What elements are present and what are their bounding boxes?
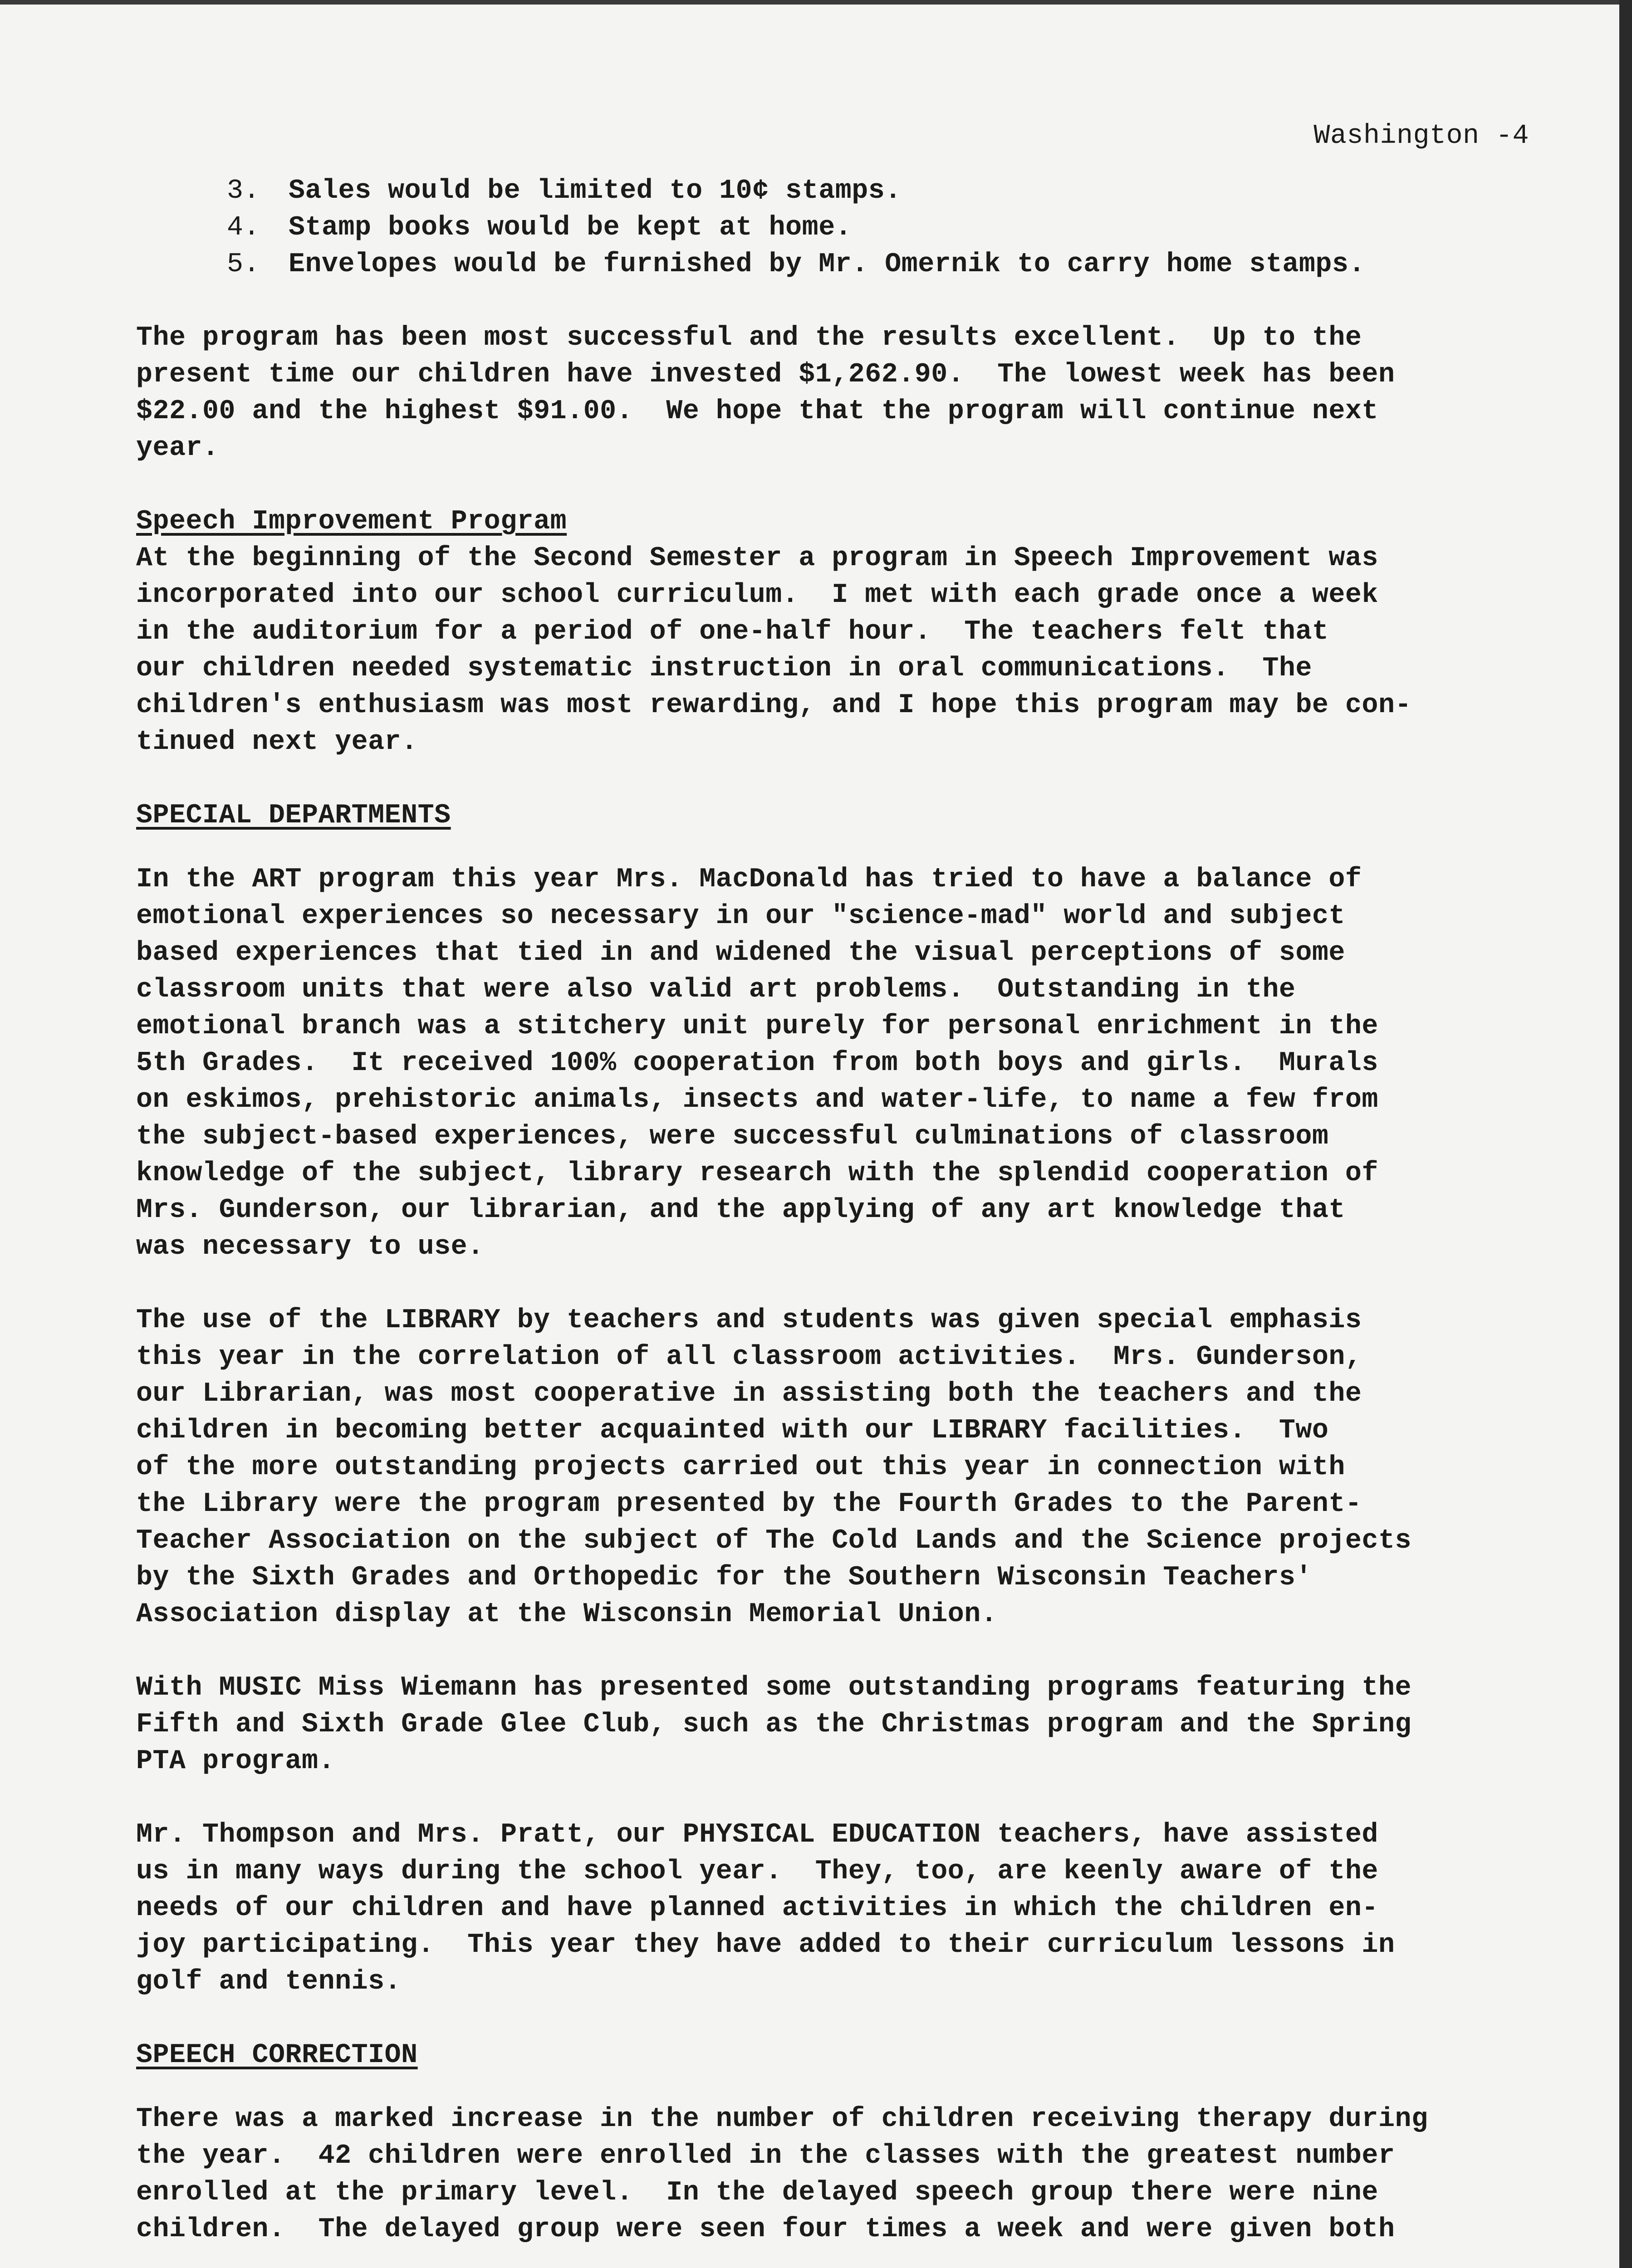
list-item [227, 210, 1543, 246]
music-paragraph: With MUSIC Miss Wiemann has presented some outstanding programs featuring the Fifth and Sixth Grade Glee Club, such as the Christmas program and the Spring PTA program. [136, 1672, 1411, 1777]
speech-improvement-paragraph: At the beginning of the Second Semester a program in Speech Improvement was incorporated into our school curriculum. I met with each grade once a week in the auditorium for a period of one-half hour. The teachers felt that our children needed systematic instruction in oral communications. The children's enthusiasm was most rewarding, and I hope this program may be con- tinued next year. [136, 543, 1411, 758]
library-paragraph: The use of the LIBRARY by teachers and students was given special emphasis this year in the correlation of all classroom activities. Mrs. Gunderson, our Librarian, was most cooperative in assisting both the teachers and the children in becoming better acquainted with our LIBRARY facilities. Two of the more outstanding projects carried out this year in connection with the Library were the program presented by the Fourth Grades to the Parent- Teacher Association on the subject of The Cold Lands and the Science projects by the Sixth Grades and Orthopedic for the Southern Wisconsin Teachers' Association display at the Wisconsin Memorial Union. [136, 1305, 1411, 1630]
document-body [136, 118, 1543, 2268]
list-item-number: 5. [227, 249, 260, 280]
speech-improvement-section [136, 503, 1543, 540]
speech-correction-paragraph: There was a marked increase in the number of children receiving therapy during the year. 42 children were enrolled in the classes with the greatest number enrolled at the primary level. In the delayed speech group there were nine children. The delayed group were seen four times a week and were given both [136, 2104, 1428, 2245]
list-item [227, 173, 1543, 210]
special-departments-section [136, 797, 1543, 834]
list-item-number: 4. [227, 212, 260, 243]
list-item [227, 246, 1543, 283]
scan-edge-right [1619, 0, 1632, 2268]
speech-correction-heading: SPEECH CORRECTION [136, 2040, 418, 2071]
stamp-program-paragraph: The program has been most successful and the results excellent. Up to the present time our children have invested $1,262.90. The lowest week has been $22.00 and the highest $91.00. We hope that the program will continue next year. [136, 323, 1395, 464]
scan-edge-top [0, 0, 1632, 5]
list-item-number: 3. [227, 176, 260, 206]
special-departments-heading: SPECIAL DEPARTMENTS [136, 800, 451, 831]
page-header: Washington -4 [1313, 121, 1529, 152]
art-paragraph: In the ART program this year Mrs. MacDonald has tried to have a balance of emotional experiences so necessary in our "science-mad" world and subject based experiences that tied in and widened the visual perceptions of some classroom units that were also valid art problems. Outstanding in the emotional branch was a stitchery unit purely for personal enrichment in the 5th Grades. It received 100% cooperation from both boys and girls. Murals on eskimos, prehistoric animals, insects and water-life, to name a few from the subject-based experiences, were successful culminations of classroom knowledge of the subject, library research with the splendid cooperation of Mrs. Gunderson, our librarian, and the applying of any art knowledge that was necessary to use. [136, 864, 1378, 1262]
physical-education-paragraph: Mr. Thompson and Mrs. Pratt, our PHYSICAL EDUCATION teachers, have assisted us in many ways during the school year. They, too, are keenly aware of the needs of our children and have planned activities in which the children en- joy participating. This year they have added to their curriculum lessons in golf and tennis. [136, 1819, 1395, 1997]
list-item-text: Stamp books would be kept at home. [289, 212, 852, 243]
speech-improvement-heading: Speech Improvement Program [136, 506, 567, 537]
list-item-text: Envelopes would be furnished by Mr. Omernik to carry home stamps. [289, 249, 1365, 280]
list-item-text: Sales would be limited to 10¢ stamps. [289, 176, 902, 206]
stamp-rules-list [136, 173, 1543, 283]
speech-correction-section [136, 2037, 1543, 2074]
